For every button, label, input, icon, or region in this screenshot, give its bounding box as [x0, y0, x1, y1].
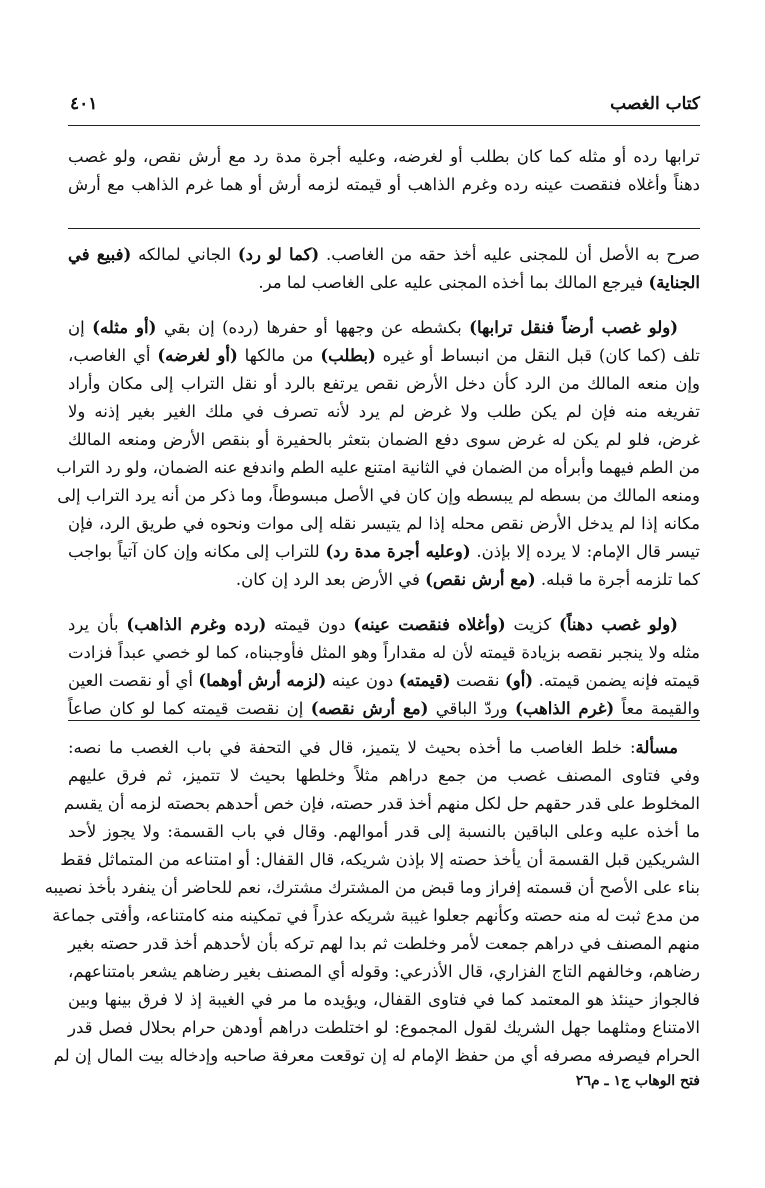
bold-text: (أو لغرضه)	[157, 346, 238, 365]
text-line	[44, 874, 700, 902]
text-line	[68, 695, 700, 723]
text-line	[52, 902, 700, 930]
text-line	[68, 426, 700, 454]
text-line	[68, 639, 700, 667]
bold-text: (لزمه أرش أوهما)	[198, 671, 327, 690]
text-segment: مكانه إذا لم يدخل الأرض نقص محله إذا لم يتيسر نقله إلى موات ونحوه في طريق الرد، فإن	[68, 514, 700, 533]
bold-text: (فبيع في	[68, 245, 132, 264]
text-line	[60, 846, 700, 874]
text-segment: الشريكين قبل القسمة أن يأخذ حصته إلا بإذن شريكه، قال القفال: أو امتناعه من المتماثل فقط	[60, 850, 700, 869]
text-segment: الحرام فيصرفه مصرفه أي من حفظ الإمام له إن توقعت معرفة صاحبه وإدخاله بيت المال إن لم	[53, 1046, 700, 1065]
text-line	[68, 818, 700, 846]
text-segment: صرح به الأصل أن للمجنى عليه أخذ حقه من الغاصب.	[319, 245, 700, 264]
text-segment: فالجواز حينئذ هو المعتمد كما في فتاوى القفال، ويؤيده ما مر في الغيبة إذ لا فرق بينها وبين	[68, 990, 700, 1009]
bold-text: (أو مثله)	[92, 318, 157, 337]
text-segment: بأن يرد	[68, 615, 127, 634]
footnote-divider	[68, 720, 700, 721]
bold-text: الجناية)	[648, 273, 700, 292]
text-segment: دهناً وأغلاه فنقصت عينه رده وغرم الذاهب أو قيمته لزمه أرش أو هما غرم الذاهب مع أرش	[68, 175, 700, 194]
text-line	[68, 241, 700, 269]
header-rule	[68, 125, 700, 126]
page-number: ٤٠١	[70, 94, 98, 114]
text-line	[68, 370, 700, 398]
footnote	[44, 734, 700, 1070]
paragraph-gap	[68, 297, 700, 314]
text-segment: تلف (كما كان) قبل النقل من انبساط أو غيره	[375, 346, 700, 365]
text-line	[68, 1014, 700, 1042]
text-line	[68, 171, 700, 199]
bold-text: (بطلب)	[320, 346, 376, 365]
text-segment: تفريغه منه فإن لم يكن طلب ولا غرض لم يرد لأنه تصرف في ملك الغير بغير إذنه ولا	[68, 402, 700, 421]
bold-text: مسألة	[635, 738, 678, 757]
text-line	[56, 454, 700, 482]
text-line	[68, 510, 700, 538]
text-segment: دون عينه	[326, 671, 399, 690]
text-segment: والقيمة معاً	[614, 699, 700, 718]
running-header	[68, 94, 700, 118]
text-line	[57, 482, 700, 510]
text-line	[53, 1042, 700, 1070]
text-line	[63, 790, 700, 818]
text-segment: أي أو نقصت العين	[68, 671, 199, 690]
text-line	[68, 734, 700, 762]
text-segment: من مدع ثبت له منه حصته وكأنهم جعلوا غيبة شريكه عذراً في تمكينه منه كامتناعه، وأفتى جماعة	[52, 906, 700, 925]
text-segment: نقصت	[450, 671, 505, 690]
text-segment: كزيت	[505, 615, 560, 634]
text-segment: مثله ولا ينجبر نقصه بزيادة قيمته لأن له مقداراً وهو المثل فأوجبناه، كما لو خصي عبداً فزادت	[68, 643, 700, 662]
text-segment: للتراب إلى مكانه وإن كان آتياً بواجب	[68, 542, 326, 561]
paragraph-gap	[68, 594, 700, 611]
text-segment: في الأرض بعد الرد إن كان.	[235, 570, 426, 589]
text-line	[68, 667, 700, 695]
text-segment: أي الغاصب،	[68, 346, 158, 365]
bold-text: (وأغلاه فنقصت عينه)	[353, 615, 506, 634]
bold-text: (كما لو رد)	[237, 245, 320, 264]
bold-text: (مع أرش نقصه)	[310, 699, 429, 718]
text-line	[68, 762, 700, 790]
bold-text: (غرم الذاهب)	[515, 699, 615, 718]
text-segment: الامتناع ومثلهما جهل الشريك لقول المجموع: لو اختلطت دراهم أودهن حرام بحلال فصل قدر	[68, 1018, 700, 1037]
text-line	[68, 958, 700, 986]
commentary	[56, 241, 700, 723]
text-segment: المخلوط على قدر حقهم حل لكل منهم أخذ قدر حصته، فإن خص أحدهم بحصته لزمه أن يقسم	[63, 794, 700, 813]
text-segment: من الطم فيهما وأبرأه من الضمان في الثانية امتنع عليه الطم واندفع عنه الضمان، ولو رد التراب	[56, 458, 700, 477]
bold-text: (مع أرش نقص)	[425, 570, 536, 589]
text-segment: ومنعه المالك من بسطه لم يبسطه وإن كان في الأصل مبسوطاً، وما ذكر من أنه يرد التراب إلى	[57, 486, 700, 505]
main-text	[68, 143, 700, 199]
text-segment: إن نقصت قيمته كما لو كان صاعاً	[68, 699, 311, 718]
text-line	[68, 398, 700, 426]
text-line	[68, 143, 700, 171]
text-divider	[68, 228, 700, 229]
text-line	[68, 342, 700, 370]
bold-text: (قيمته)	[398, 671, 451, 690]
bold-text: (ولو غصب دهناً)	[559, 615, 678, 634]
text-segment: إن	[68, 318, 93, 337]
text-line	[68, 611, 700, 639]
chapter-title: كتاب الغصب	[610, 94, 700, 114]
text-segment: دون قيمته	[266, 615, 354, 634]
text-segment: ما أخذه عليه وعلى الباقين بالنسبة إلى قدر أموالهم. وقال في باب القسمة: ولا يجوز لأحد	[68, 822, 700, 841]
text-segment: بكشطه عن وجهها أو حفرها (رده) إن بقي	[156, 318, 470, 337]
text-segment: : خلط الغاصب ما أخذه بحيث لا يتميز، قال في التحفة في باب الغصب ما نصه:	[68, 738, 636, 757]
text-line	[68, 538, 700, 566]
bold-text: (أو)	[504, 671, 534, 690]
text-segment: وفي فتاوى المصنف غصب من جمع دراهم مثلاً وخلطها بحيث لا تتميز، ثم فرق عليهم	[68, 766, 700, 785]
text-segment: وإن منعه المالك من الرد كأن دخل الأرض نقص يرتفع بالرد أو نقل التراب إلى مكان وأراد	[68, 374, 700, 393]
text-segment: ترابها رده أو مثله كما كان بطلب أو لغرضه، وعليه أجرة مدة رد مع أرش نقص، ولو غصب	[68, 147, 700, 166]
text-line	[68, 269, 700, 297]
text-line	[68, 930, 700, 958]
text-line	[68, 986, 700, 1014]
bold-text: (رده وغرم الذاهب)	[126, 615, 267, 634]
text-segment: غرض، فلو لم يكن له غرض سوى دفع الضمان بتعثر بالحفيرة أو بنقص الأرض ومنعه المالك	[68, 430, 700, 449]
text-segment: بناء على الأصح أن قسمته إفراز وما قبض من المشترك مشترك، نعم للحاضر أن ينفرد بأخذ نصيبه	[44, 878, 700, 897]
bold-text: (وعليه أجرة مدة رد)	[325, 542, 471, 561]
text-segment: منهم المصنف في دراهم جمعت لأمر وخلطت ثم بدا لهم تركه بأن لأحدهم أخذ قدر حصته بغير	[68, 934, 700, 953]
text-segment: فيرجع المالك بما أخذه المجنى عليه على الغاصب لما مر.	[258, 273, 649, 292]
text-segment: وردّ الباقي	[428, 699, 516, 718]
text-segment: رضاهم، وخالفهم التاج الفزاري، قال الأذرعي: وقوله أي المصنف بغير رضاهم يشعر بامتناعهم،	[68, 962, 700, 981]
text-line	[68, 566, 700, 594]
text-segment: الجاني لمالكه	[131, 245, 238, 264]
text-segment: تيسر قال الإمام: لا يرده إلا بإذن.	[470, 542, 700, 561]
text-segment: كما تلزمه أجرة ما قبله.	[535, 570, 700, 589]
signature-mark: فتح الوهاب ج١ ـ م٢٦	[575, 1073, 700, 1089]
text-segment: من مالكها	[237, 346, 321, 365]
bold-text: (ولو غصب أرضاً فنقل ترابها)	[469, 318, 678, 337]
text-line	[68, 314, 700, 342]
text-segment: قيمته فإنه يضمن قيمته.	[533, 671, 700, 690]
